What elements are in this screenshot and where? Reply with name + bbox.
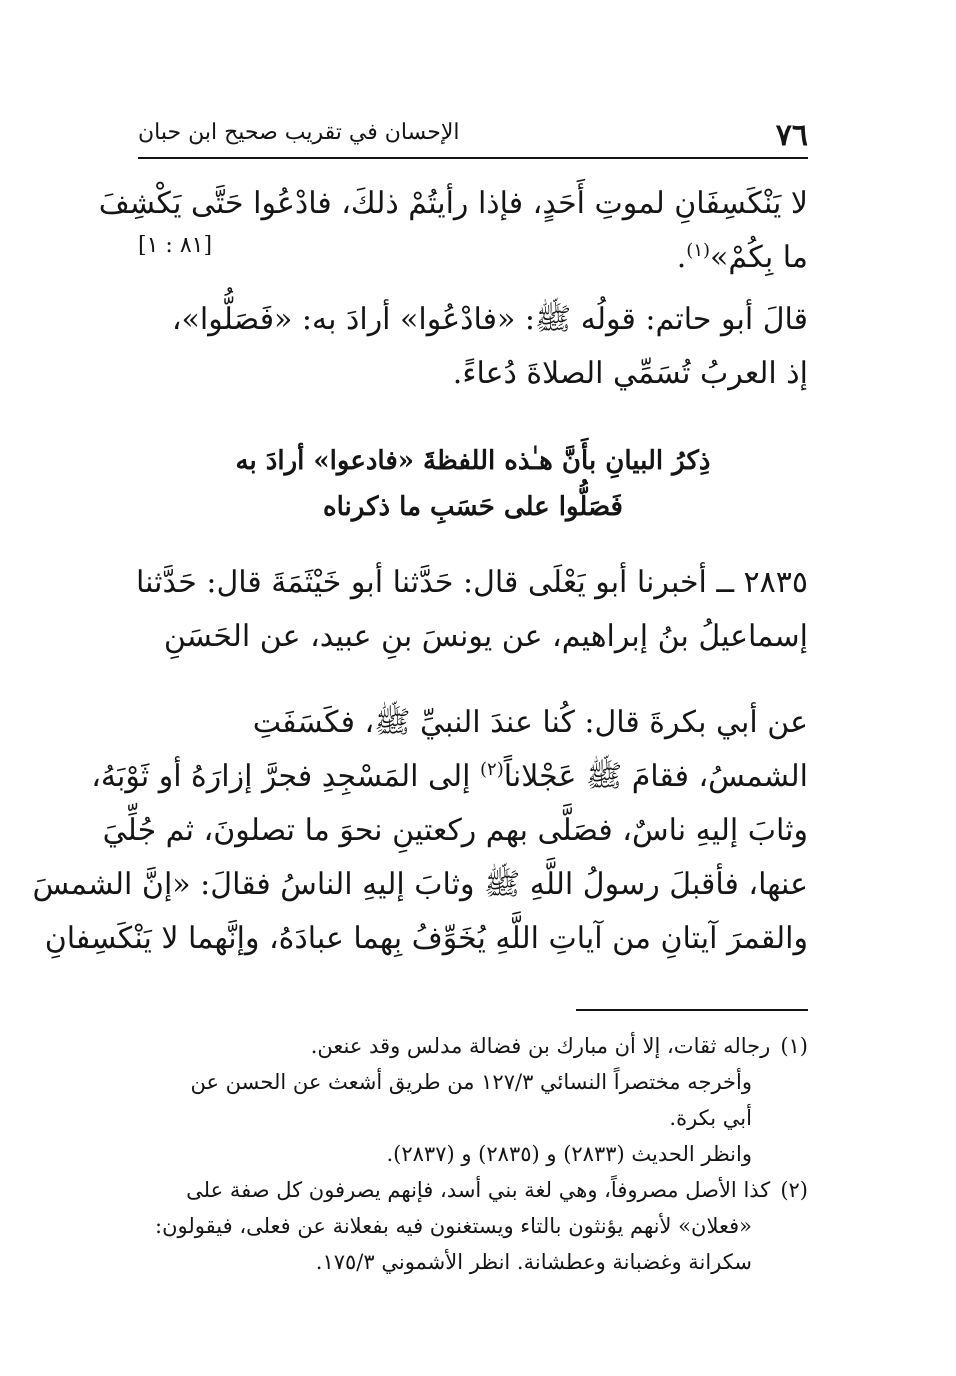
line-end-punct: .: [676, 240, 687, 275]
footnote-1-line: [138, 1028, 808, 1064]
section-heading-line2: فَصَلُّوا على حَسَبِ ما ذكرناه: [323, 492, 623, 522]
footnotes: [138, 1028, 808, 1280]
hadith-end-text: ما بِكُمْ»: [710, 240, 808, 275]
running-title: الإحسان في تقريب صحيح ابن حبان: [138, 120, 460, 145]
isnad-line: إسماعيلُ بنُ إبراهيم، عن يونسَ بنِ عبيد، عن الحَسَنِ: [163, 619, 808, 654]
footnote-1-line: وانظر الحديث (٢٨٣٣) و (٢٨٣٥) و (٢٨٣٧).: [386, 1142, 752, 1166]
matn-line: عن أبي بكرةَ قال: كُنا عندَ النبيِّ ﷺ، فكَسَفَتِ: [252, 705, 808, 740]
matn: [32, 696, 808, 966]
footnote-2-text: كذا الأصل مصروفاً، وهي لغة بني أسد، فإنهم يصرفون كل صفة على: [186, 1178, 771, 1202]
matn-line: عنها، فأقبلَ رسولُ اللَّهِ ﷺ وثابَ إليهِ الناسُ فقالَ: «إنَّ الشمسَ: [32, 867, 808, 902]
hadith-end-line: [138, 231, 808, 285]
footnote-marker: (١): [686, 240, 711, 261]
header-rule: [138, 157, 808, 159]
hadith-end-line: لا يَنْكَسِفَانِ لموتِ أَحَدٍ، فإذا رأيتُمْ ذلكَ، فادْعُوا حَتَّى يَكْشِفَ: [98, 186, 808, 221]
footnote-1-line: وأخرجه مختصراً النسائي ١٢٧/٣ من طريق أشعث عن الحسن عن: [190, 1070, 752, 1094]
matn-line: وثابَ إليهِ ناسٌ، فصَلَّى بهم ركعتينِ نحوَ ما تصلونَ، ثم جُلِّيَ: [102, 813, 808, 848]
commentary-line: إذ العربُ تُسَمِّي الصلاةَ دُعاءً.: [452, 356, 808, 391]
footnote-1-text: رجاله ثقات، إلا أن مبارك بن فضالة مدلس وقد عنعن.: [310, 1034, 771, 1058]
footnote-marker: (٢): [480, 759, 504, 780]
section-heading-line1: ذِكرُ البيانِ بأَنَّ هـٰذه اللفظةَ «فادعوا» أرادَ به: [235, 446, 711, 476]
isnad-line: ٢٨٣٥ ــ أخبرنا أبو يَعْلَى قال: حَدَّثنا أبو خَيْثَمَةَ قال: حَدَّثنا: [135, 565, 808, 600]
commentary: [138, 293, 808, 401]
footnote-2-line: سكرانة وغضبانة وعطشانة. انظر الأشموني ١٧٥/٣.: [315, 1250, 752, 1274]
matn-line2-a: الشمسُ، فقامَ ﷺ عَجْلاناً: [503, 759, 808, 794]
footnote-2-marker: (٢): [780, 1178, 808, 1202]
matn-line2-b: إلى المَسْجِدِ فجرَّ إزارَهُ أو ثَوْبَهُ،: [91, 759, 481, 794]
matn-line: والقمرَ آيتانِ من آياتِ اللَّهِ يُخَوِّفُ بِهما عبادَهُ، وإنَّهما لا يَنْكَسِفانِ: [44, 921, 808, 956]
footnote-1-marker: (١): [780, 1034, 808, 1058]
footnote-1-line: أبي بكرة.: [669, 1106, 752, 1130]
page-number: ٧٦: [775, 118, 808, 153]
commentary-line: قالَ أبو حاتم: قولُه ﷺ: «فادْعُوا» أرادَ به: «فَصَلُّوا»،: [171, 302, 808, 337]
isnad: [135, 556, 808, 664]
footnote-2-line: «فعلان» لأنهم يؤنثون بالتاء ويستغنون فيه بفعلانة عن فعلى، فيقولون:: [155, 1214, 752, 1238]
section-heading: [138, 438, 808, 530]
page-header: [138, 112, 808, 152]
hadith-end: [98, 177, 808, 285]
footnote-2-line: [138, 1172, 808, 1208]
matn-line: [91, 750, 808, 804]
footnote-rule: [576, 1009, 808, 1011]
reference-tag: [٨١ : ١]: [138, 233, 213, 258]
